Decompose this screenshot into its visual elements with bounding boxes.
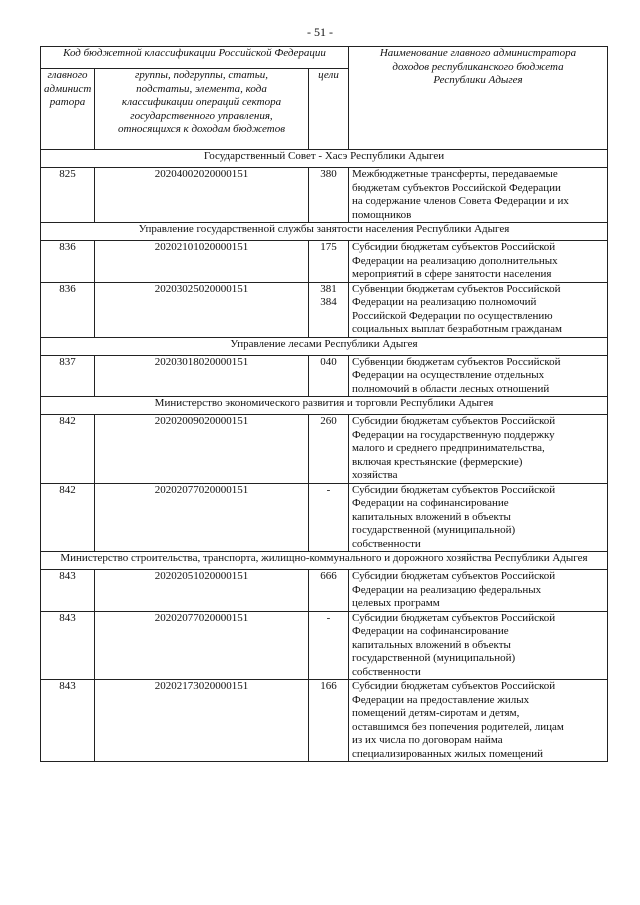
purpose-code: 380 [320, 168, 337, 180]
admin-code-cell: 842 [41, 415, 95, 484]
admin-code-header: главного админист ратора [41, 69, 95, 150]
table-row [41, 355, 608, 397]
revenue-name-line: Федерации на реализацию дополнительных [352, 254, 558, 267]
page-number: - 51 - [307, 25, 333, 39]
purpose-code: 040 [320, 355, 337, 368]
revenue-code-cell: 20202173020000151 [95, 680, 309, 762]
revenue-name-cell [349, 415, 608, 484]
purpose-code-cell [309, 570, 349, 612]
purpose-code-header: цели [309, 69, 349, 150]
table-row [41, 611, 608, 680]
table-row [41, 282, 608, 337]
purpose-code-cell [309, 241, 349, 283]
classification-code-header: Код бюджетной классификации Российской Федерации [41, 47, 349, 69]
revenue-name-line: включая крестьянские (фермерские) [352, 455, 523, 468]
revenue-name-line: на содержание членов Совета Федерации и их [352, 195, 569, 207]
revenue-name-line: государственной (муниципальной) [352, 652, 516, 664]
revenue-name-line: оставшимся без попечения родителей, лицам [352, 720, 564, 733]
revenue-name-line: собственности [352, 665, 421, 678]
revenue-code-cell: 20202077020000151 [95, 483, 309, 552]
purpose-code: 666 [320, 570, 337, 582]
section-header-row [41, 223, 608, 241]
purpose-code-cell [309, 483, 349, 552]
revenue-name-line: бюджетам субъектов Российской Федерации [352, 181, 561, 194]
purpose-code-cell [309, 611, 349, 680]
revenue-name-line: Субвенции бюджетам субъектов Российской [352, 355, 561, 368]
revenue-name-line: Федерации на софинансирование [352, 497, 509, 509]
revenue-code-cell: 20202101020000151 [95, 241, 309, 283]
admin-code-cell: 843 [41, 611, 95, 680]
purpose-code: - [326, 483, 331, 496]
purpose-code-cell [309, 680, 349, 762]
revenue-name-line: Межбюджетные трансферты, передаваемые [352, 168, 558, 180]
revenue-name-line: социальных выплат безработным гражданам [352, 323, 562, 335]
purpose-code-cell [309, 168, 349, 223]
revenue-name-line: Федерации на реализацию федеральных [352, 583, 542, 596]
admin-code-cell: 843 [41, 680, 95, 762]
section-header-row [41, 397, 608, 415]
revenue-name-cell [349, 570, 608, 612]
revenue-name-line: капитальных вложений в объекты [352, 510, 511, 523]
admin-code-cell: 837 [41, 355, 95, 397]
revenue-name-cell [349, 355, 608, 397]
admin-code-cell: 836 [41, 241, 95, 283]
revenue-name-line: Субсидии бюджетам субъектов Российской [352, 680, 556, 692]
purpose-code-cell [309, 282, 349, 337]
purpose-code: 175 [320, 241, 337, 253]
table-row [41, 168, 608, 223]
revenue-name-line: помещений детям-сиротам и детям, [352, 707, 520, 719]
revenue-name-line: государственной (муниципальной) [352, 524, 516, 536]
revenue-code-header: группы, подгруппы, статьи, подстатьи, элемента, кода классификации операций сектора государственного управления, относящихся к доходам бюджетов [95, 69, 309, 150]
revenue-name-line: Федерации на осуществление отдельных [352, 369, 545, 381]
revenue-name-line: целевых программ [352, 597, 440, 609]
purpose-code: 381 [320, 282, 337, 295]
revenue-name-line: полномочий в области лесных отношений [352, 382, 550, 395]
table-row [41, 680, 608, 762]
revenue-name-line: Субсидии бюджетам субъектов Российской [352, 241, 556, 253]
revenue-name-cell [349, 241, 608, 283]
purpose-code-cell [309, 355, 349, 397]
revenue-name-line: хозяйства [352, 469, 398, 481]
revenue-name-line: Субсидии бюджетам субъектов Российской [352, 483, 556, 496]
revenue-code-cell: 20203018020000151 [95, 355, 309, 397]
admin-code-cell: 842 [41, 483, 95, 552]
table-row [41, 483, 608, 552]
section-header-row [41, 337, 608, 355]
section-title: Министерство строительства, транспорта, жилищно-коммунального и дорожного хозяйства Республики Адыгея [41, 552, 608, 570]
table-header [41, 47, 608, 150]
revenue-name-line: Федерации на софинансирование [352, 625, 509, 637]
revenue-name-line: малого и среднего предпринимательства, [352, 442, 545, 454]
revenue-code-cell: 20204002020000151 [95, 168, 309, 223]
revenue-name-line: капитальных вложений в объекты [352, 638, 511, 651]
section-title: Государственный Совет - Хасэ Республики Адыгеи [41, 150, 608, 168]
revenue-name-line: мероприятий в сфере занятости населения [352, 268, 552, 280]
section-title: Министерство экономического развития и торговли Республики Адыгея [41, 397, 608, 415]
administrator-name-header: Наименование главного администратора доходов республиканского бюджета Республики Адыгея [349, 47, 608, 150]
revenue-name-cell [349, 611, 608, 680]
section-title: Управление лесами Республики Адыгея [41, 337, 608, 355]
revenue-name-line: Российской Федерации по осуществлению [352, 309, 553, 322]
purpose-code: 166 [320, 680, 337, 692]
revenue-code-cell: 20202009020000151 [95, 415, 309, 484]
revenue-name-line: Федерации на государственную поддержку [352, 428, 555, 441]
table-body [41, 150, 608, 762]
revenue-name-line: специализированных жилых помещений [352, 747, 544, 760]
table-row [41, 241, 608, 283]
revenue-name-line: Субсидии бюджетам субъектов Российской [352, 611, 556, 624]
revenue-name-cell [349, 282, 608, 337]
section-header-row [41, 552, 608, 570]
purpose-code: - [326, 611, 331, 624]
purpose-code: 384 [320, 296, 337, 308]
revenue-administrators-table [40, 46, 608, 762]
revenue-code-cell: 20202077020000151 [95, 611, 309, 680]
table-row [41, 415, 608, 484]
revenue-name-line: Субвенции бюджетам субъектов Российской [352, 282, 561, 295]
revenue-name-line: Федерации на реализацию полномочий [352, 296, 537, 308]
revenue-code-cell: 20202051020000151 [95, 570, 309, 612]
revenue-name-line: из их числа по договорам найма [352, 734, 503, 746]
revenue-name-line: собственности [352, 537, 421, 550]
revenue-name-line: Федерации на предоставление жилых [352, 693, 530, 706]
revenue-name-line: Субсидии бюджетам субъектов Российской [352, 570, 556, 582]
revenue-name-cell [349, 680, 608, 762]
admin-code-cell: 836 [41, 282, 95, 337]
section-header-row [41, 150, 608, 168]
revenue-name-cell [349, 168, 608, 223]
purpose-code-cell [309, 415, 349, 484]
section-title: Управление государственной службы занятости населения Республики Адыгея [41, 223, 608, 241]
revenue-code-cell: 20203025020000151 [95, 282, 309, 337]
admin-code-cell: 843 [41, 570, 95, 612]
revenue-name-cell [349, 483, 608, 552]
purpose-code: 260 [320, 415, 337, 427]
table-row [41, 570, 608, 612]
admin-code-cell: 825 [41, 168, 95, 223]
revenue-name-line: Субсидии бюджетам субъектов Российской [352, 415, 556, 427]
revenue-name-line: помощников [352, 208, 412, 221]
